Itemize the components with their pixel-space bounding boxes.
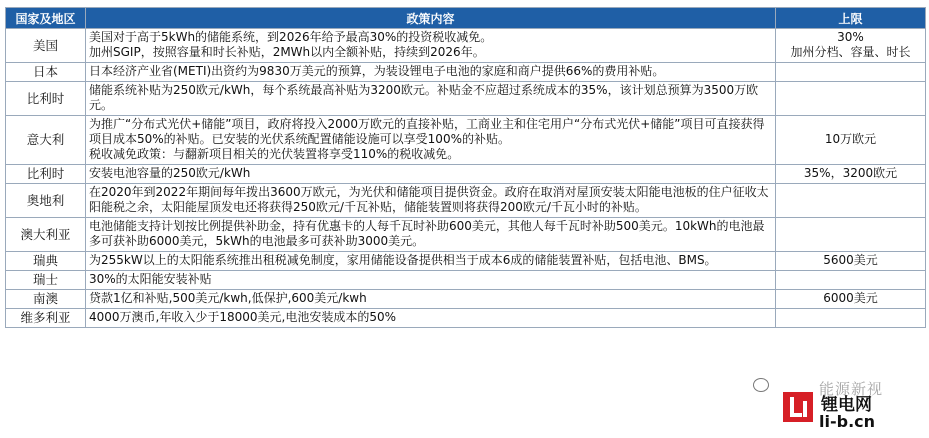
- table-row: [6, 218, 926, 252]
- country-cell: 日本: [6, 63, 86, 82]
- policy-cell: 安装电池容量的250欧元/kWh: [86, 165, 776, 184]
- limit-cell: [776, 218, 926, 252]
- limit-cell: [776, 309, 926, 328]
- watermark: [753, 372, 923, 436]
- policy-table: [5, 7, 926, 328]
- wechat-icon: [753, 378, 769, 392]
- brand-logo-icon: [783, 392, 813, 422]
- policy-cell: 在2020年到2022年期间每年拨出3600万欧元，为光伏和储能项目提供资金。政府在取消对屋顶安装太阳能电池板的住户征收太阳能税之余，太阳能屋顶发电还将获得250欧元/千瓦补贴，储能装置则将获得200欧元/千瓦小时的补贴。: [86, 184, 776, 218]
- policy-cell: 30%的太阳能安装补贴: [86, 271, 776, 290]
- table-row: [6, 165, 926, 184]
- table-row: [6, 252, 926, 271]
- header-country: 国家及地区: [6, 8, 86, 29]
- table-row: [6, 63, 926, 82]
- limit-cell: 30% 加州分档、容量、时长: [776, 29, 926, 63]
- limit-cell: 6000美元: [776, 290, 926, 309]
- country-cell: 美国: [6, 29, 86, 63]
- limit-cell: 5600美元: [776, 252, 926, 271]
- watermark-url: li-b.cn: [819, 412, 876, 431]
- country-cell: 澳大利亚: [6, 218, 86, 252]
- limit-cell: [776, 63, 926, 82]
- header-limit: 上限: [776, 8, 926, 29]
- policy-cell: 贷款1亿和补贴,500美元/kwh,低保护,600美元/kwh: [86, 290, 776, 309]
- policy-cell: 美国对于高于5kWh的储能系统，到2026年给予最高30%的投资税收减免。 加州SGIP，按照容量和时长补贴，2MWh以内全额补贴，持续到2026年。: [86, 29, 776, 63]
- policy-cell: 日本经济产业省(METI)出资约为9830万美元的预算，为装设锂电子电池的家庭和商户提供66%的费用补贴。: [86, 63, 776, 82]
- country-cell: 奥地利: [6, 184, 86, 218]
- policy-table-container: [5, 7, 925, 328]
- table-row: [6, 116, 926, 165]
- limit-cell: 10万欧元: [776, 116, 926, 165]
- header-row: [6, 8, 926, 29]
- header-policy: 政策内容: [86, 8, 776, 29]
- policy-cell: 为推广“分布式光伏+储能”项目，政府将投入2000万欧元的直接补贴，工商业主和住宅用户“分布式光伏+储能”项目可直接获得项目成本50%的补贴。已安装的光伏系统配置储能设施可以享受100%的补贴。 税收减免政策：与翻新项目相关的光伏装置将享受110%的税收减免。: [86, 116, 776, 165]
- table-row: [6, 29, 926, 63]
- watermark-channel: 能源新视: [818, 380, 883, 398]
- limit-cell: 35%，3200欧元: [776, 165, 926, 184]
- table-row: [6, 290, 926, 309]
- country-cell: 瑞典: [6, 252, 86, 271]
- table-row: [6, 184, 926, 218]
- watermark-brand: 锂电网: [821, 395, 872, 415]
- table-row: [6, 309, 926, 328]
- table-row: [6, 271, 926, 290]
- country-cell: 比利时: [6, 165, 86, 184]
- country-cell: 瑞士: [6, 271, 86, 290]
- policy-cell: 储能系统补贴为250欧元/kWh，每个系统最高补贴为3200欧元。补贴金不应超过系统成本的35%，该计划总预算为3500万欧元。: [86, 82, 776, 116]
- limit-cell: [776, 271, 926, 290]
- country-cell: 比利时: [6, 82, 86, 116]
- policy-cell: 4000万澳币,年收入少于18000美元,电池安装成本的50%: [86, 309, 776, 328]
- limit-cell: [776, 184, 926, 218]
- country-cell: 意大利: [6, 116, 86, 165]
- country-cell: 维多利亚: [6, 309, 86, 328]
- table-row: [6, 82, 926, 116]
- policy-cell: 为255kW以上的太阳能系统推出租税减免制度，家用储能设备提供相当于成本6成的储能装置补贴，包括电池、BMS。: [86, 252, 776, 271]
- policy-cell: 电池储能支持计划按比例提供补助金，持有优惠卡的人每千瓦时补助600美元，其他人每千瓦时补助500美元。10kWh的电池最多可获补助6000美元，5kWh的电池最多可获补助3000美元。: [86, 218, 776, 252]
- country-cell: 南澳: [6, 290, 86, 309]
- limit-cell: [776, 82, 926, 116]
